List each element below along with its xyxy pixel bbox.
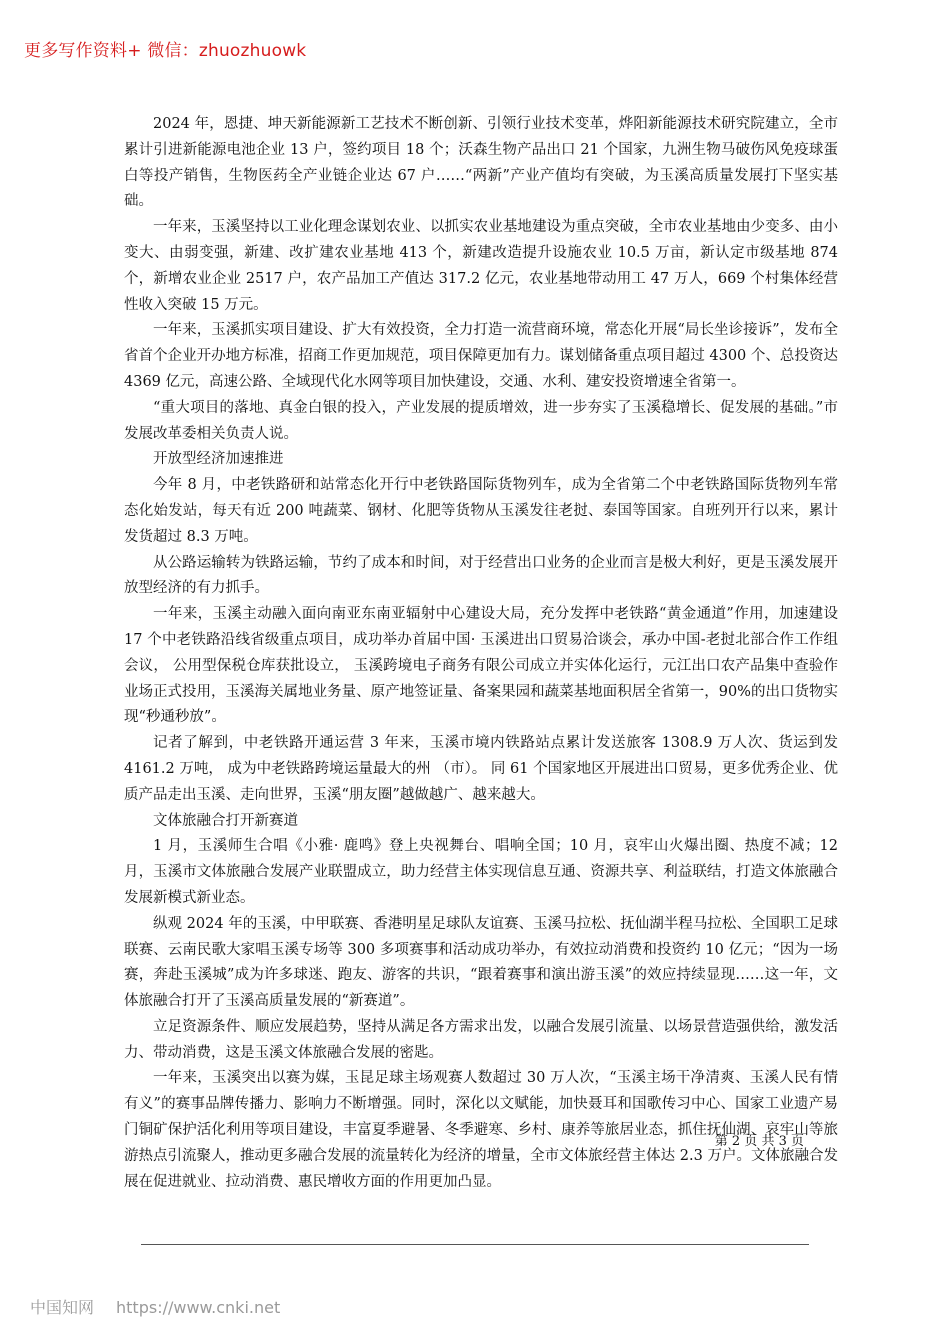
paragraph: 2024 年，恩捷、坤天新能源新工艺技术不断创新、引领行业技术变革，烨阳新能源技术研究院建立，全市累计引进新能源电池企业 13 户，签约项目 18 个；沃森生物产品出口 21 个国家，九洲生物马破伤风免疫球蛋白等投产销售，生物医药全产业链企业达 67 户……“两新”产业产值均有突破，为玉溪高质量发展打下坚实基础。: [124, 116, 838, 210]
paragraph: 立足资源条件、顺应发展趋势，坚持从满足各方需求出发，以融合发展引流量、以场景营造强供给，激发活力、带动消费，这是玉溪文体旅融合发展的密匙。: [124, 1018, 838, 1061]
paragraph: “重大项目的落地、真金白银的投入，产业发展的提质增效，进一步夯实了玉溪稳增长、促发展的基础。”市发展改革委相关负责人说。: [124, 399, 838, 442]
watermark-url: https://www.cnki.net: [116, 1298, 281, 1317]
footer-divider: [141, 1244, 809, 1245]
section-heading: 文体旅融合打开新赛道: [153, 812, 298, 829]
watermark-brand: 中国知网: [30, 1298, 95, 1317]
cnki-watermark: [30, 1295, 302, 1318]
paragraph: 一年来，玉溪突出以赛为媒，玉昆足球主场观赛人数超过 30 万人次，“玉溪主场干净清爽、玉溪人民有情有义”的赛事品牌传播力、影响力不断增强。同时，深化以文赋能，加快聂耳和国歌传习中心、国家工业遗产易门铜矿保护活化利用等项目建设，丰富夏季避暑、冬季避寒、乡村、康养等旅居业态，抓住抚仙湖、哀牢山等旅游热点引流聚人，推动更多融合发展的流量转化为经济的增量，全市文体旅经营主体达 2.3 万户。文体旅融合发展在促进就业、拉动消费、惠民增收方面的作用更加凸显。: [124, 1070, 838, 1190]
page-number: 第 2 页 共 3 页: [714, 1134, 804, 1149]
paragraph: 记者了解到，中老铁路开通运营 3 年来，玉溪市境内铁路站点累计发送旅客 1308.9 万人次、货运到发 4161.2 万吨， 成为中老铁路跨境运量最大的州 （市）。 同 61 个国家地区开展进出口贸易，更多优秀企业、优质产品走出玉溪、走向世界，玉溪“朋友圈”越做越广、越来越大。: [124, 735, 838, 803]
paragraph: 从公路运输转为铁路运输，节约了成本和时间，对于经营出口业务的企业而言是极大利好，更是玉溪发展开放型经济的有力抓手。: [124, 554, 838, 597]
paragraph: 一年来，玉溪坚持以工业化理念谋划农业、以抓实农业基地建设为重点突破，全市农业基地由少变多、由小变大、由弱变强，新建、改扩建农业基地 413 个，新建改造提升设施农业 10.5 万亩，新认定市级基地 874 个，新增农业企业 2517 户，农产品加工产值达 317.2 亿元，农业基地带动用工 47 万人，669 个村集体经营性收入突破 15 万元。: [124, 219, 838, 313]
paragraph: 一年来，玉溪主动融入面向南亚东南亚辐射中心建设大局，充分发挥中老铁路“黄金通道”作用，加速建设 17 个中老铁路沿线省级重点项目，成功举办首届中国· 玉溪进出口贸易洽谈会，承办中国-老挝北部合作工作组会议， 公用型保税仓库获批设立， 玉溪跨境电子商务有限公司成立并实体化运行，元江出口农产品集中查验作业场正式投用，玉溪海关属地业务量、原产地签证量、备案果园和蔬菜基地面积居全省第一，90%的出口货物实现“秒通秒放”。: [124, 606, 838, 726]
paragraph: 1 月，玉溪师生合唱《小雅· 鹿鸣》登上央视舞台、唱响全国；10 月，哀牢山火爆出圈、热度不减；12 月，玉溪市文体旅融合发展产业联盟成立，助力经营主体实现信息互通、资源共享、利益联结，打造文体旅融合发展新模式新业态。: [124, 838, 838, 906]
paragraph: 一年来，玉溪抓实项目建设、扩大有效投资，全力打造一流营商环境，常态化开展“局长坐诊接诉”，发布全省首个企业开办地方标准，招商工作更加规范，项目保障更加有力。谋划储备重点项目超过 4300 个、总投资达 4369 亿元，高速公路、全域现代化水网等项目加快建设，交通、水利、建安投资增速全省第一。: [124, 322, 838, 390]
article-body: [124, 112, 838, 1195]
paragraph: 纵观 2024 年的玉溪，中甲联赛、香港明星足球队友谊赛、玉溪马拉松、抚仙湖半程马拉松、全国职工足球联赛、云南民歌大家唱玉溪专场等 300 多项赛事和活动成功举办，有效拉动消费和投资约 10 亿元；“因为一场赛，奔赴玉溪城”成为许多球迷、跑友、游客的共识，“跟着赛事和演出游玉溪”的效应持续显现……这一年，文体旅融合打开了玉溪高质量发展的“新赛道”。: [124, 915, 838, 1010]
section-heading: 开放型经济加速推进: [153, 451, 284, 468]
paragraph: 今年 8 月，中老铁路研和站常态化开行中老铁路国际货物列车，成为全省第二个中老铁路国际货物列车常态化始发站，每天有近 200 吨蔬菜、钢材、化肥等货物从玉溪发往老挝、泰国等国家。自班列开行以来，累计发货超过 8.3 万吨。: [124, 477, 838, 545]
promo-header: 更多写作资料+ 微信：zhuozhuowk: [24, 41, 307, 61]
